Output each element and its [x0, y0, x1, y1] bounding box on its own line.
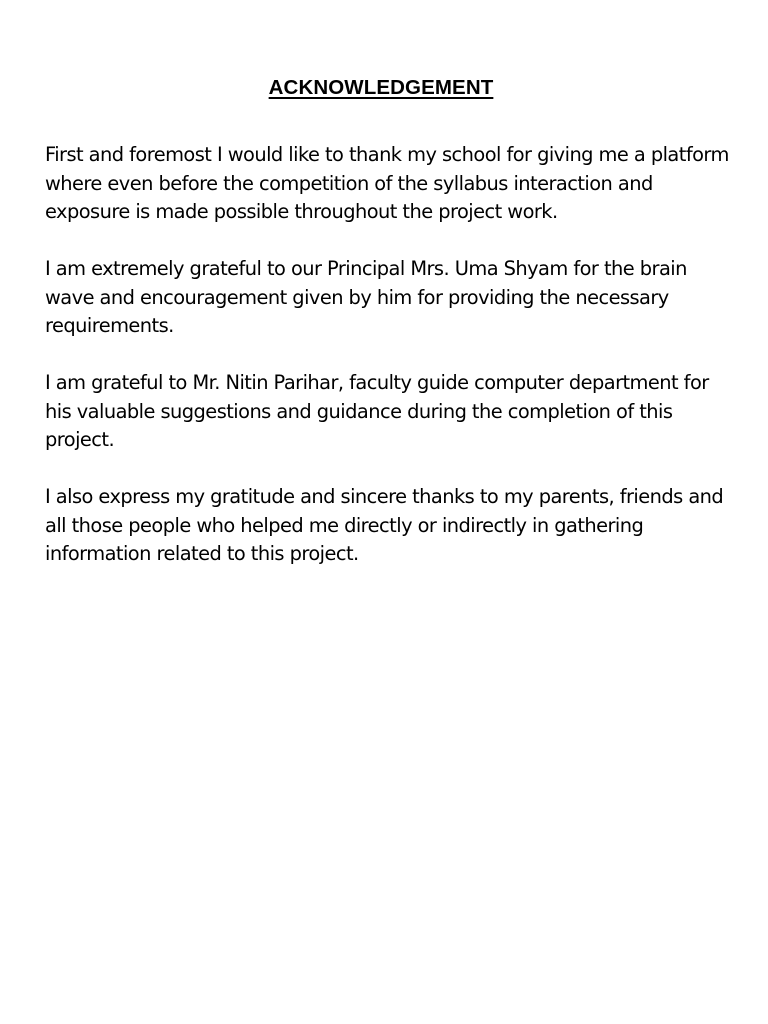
- paragraph-school-thanks: First and foremost I would like to thank my school for giving me a platform where even before the competition of the syllabus interaction and exposure is made possible throughout the project work.: [45, 143, 729, 223]
- page-title: ACKNOWLEDGEMENT: [268, 76, 494, 99]
- paragraph-family-friends-thanks: I also express my gratitude and sincere thanks to my parents, friends and all those people who helped me directly or indirectly in gathering information related to this project.: [45, 485, 724, 565]
- document-body: [45, 141, 735, 569]
- paragraph-principal-thanks: I am extremely grateful to our Principal Mrs. Uma Shyam for the brain wave and encouragement given by him for providing the necessary requirements.: [45, 257, 687, 337]
- paragraph-faculty-guide-thanks: I am grateful to Mr. Nitin Parihar, faculty guide computer department for his valuable suggestions and guidance during the completion of this project.: [45, 371, 709, 451]
